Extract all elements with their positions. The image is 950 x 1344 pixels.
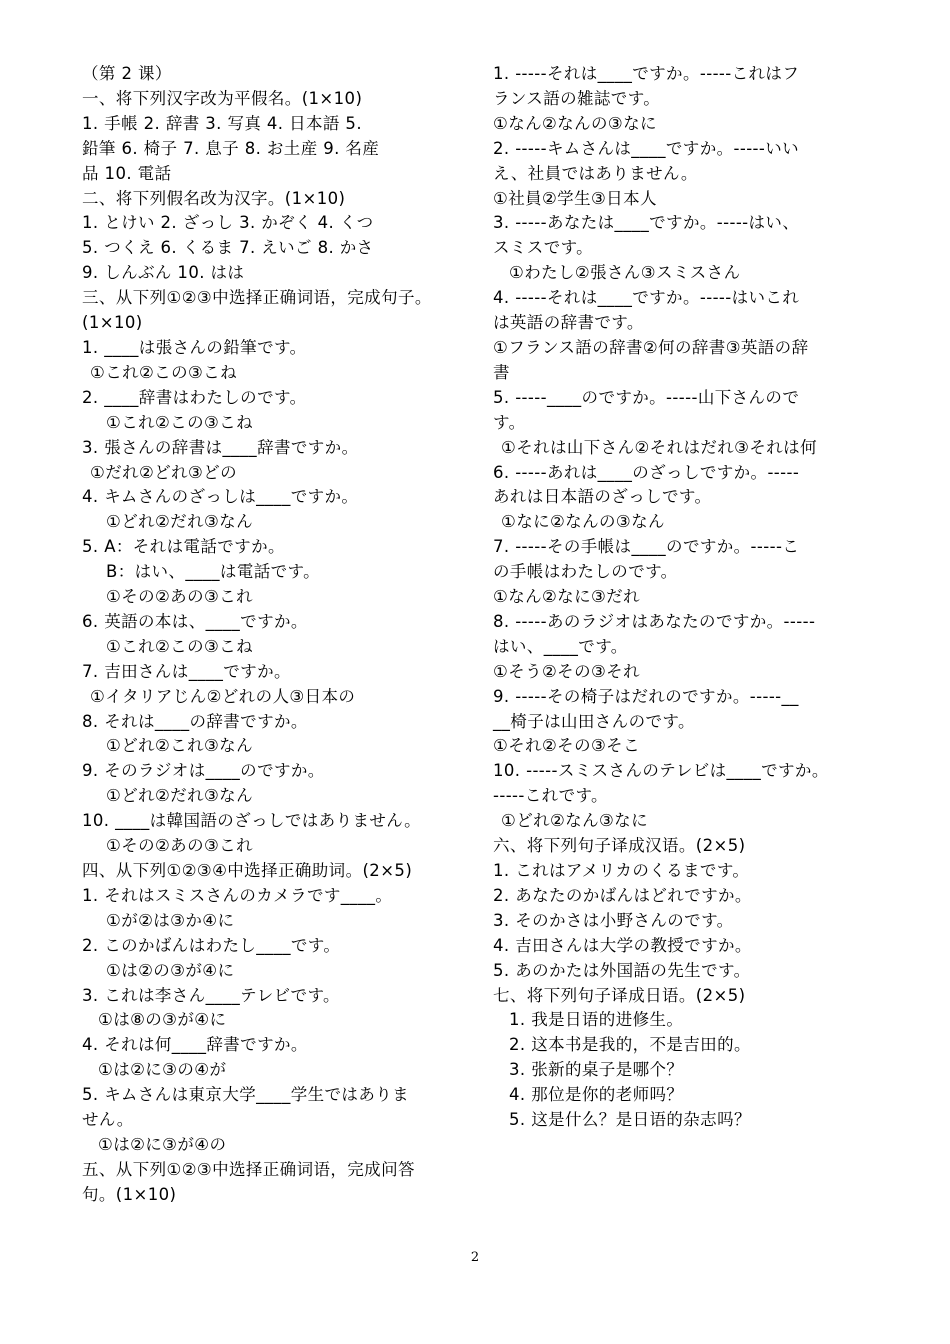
right-line: 3. そのかさは小野さんのです。 (493, 910, 734, 930)
left-line: 3. 張さんの辞書は____辞書ですか。 (82, 437, 359, 457)
right-line: は英語の辞書です。 (493, 313, 644, 333)
right-line: 8. -----あのラジオはあなたのですか。----- (493, 611, 816, 631)
left-line: ①が②は③か④に (106, 910, 235, 930)
left-line: 4. それは何____辞書ですか。 (82, 1035, 308, 1055)
left-line: 9. そのラジオは____のですか。 (82, 761, 325, 781)
left-line: 7. 吉田さんは____ですか。 (82, 661, 291, 681)
right-column (493, 62, 878, 1133)
right-line: ①どれ②なん③なに (501, 811, 648, 831)
left-line: ①どれ②これ③なん (106, 736, 253, 756)
left-line: 句。(1×10) (82, 1184, 177, 1204)
right-line: ランス語の雑誌です。 (493, 88, 661, 108)
left-line: ①これ②この③こね (90, 362, 237, 382)
left-line: 5. つくえ 6. くるま 7. えいご 8. かさ (82, 238, 374, 258)
left-line: 4. キムさんのざっしは____ですか。 (82, 487, 359, 507)
left-line: 2. このかばんはわたし____です。 (82, 935, 341, 955)
left-line: 2. ____辞書はわたしのです。 (82, 387, 307, 407)
left-line: ①イタリアじん②どれの人③日本の (90, 686, 356, 706)
right-line: 4. 那位是你的老师吗？ (509, 1085, 684, 1105)
left-line: ①これ②この③こね (106, 636, 253, 656)
left-line: ①どれ②だれ③なん (106, 786, 253, 806)
right-line: あれは日本語のざっしです。 (493, 487, 712, 507)
right-line: 1. 我是日语的进修生。 (509, 1010, 684, 1030)
right-line: 2. 这本书是我的，不是吉田的。 (509, 1035, 751, 1055)
right-line: 1. これはアメリカのくるまです。 (493, 861, 750, 880)
left-line: 3. これは李さん____テレビです。 (82, 985, 340, 1005)
left-line: 品 10. 電話 (82, 163, 172, 183)
right-line: 2. -----キムさんは____ですか。-----いい (493, 138, 800, 158)
left-line: 1. とけい 2. ざっし 3. かぞく 4. くつ (82, 213, 374, 233)
right-line: ①なん②なんの③なに (493, 113, 657, 133)
right-line: 1. -----それは____ですか。-----これはフ (493, 64, 800, 83)
right-line: 10. -----スミスさんのテレビは____ですか。 (493, 761, 829, 781)
right-line: ①それは山下さん②それはだれ③それは何 (501, 437, 817, 457)
left-line: 9. しんぶん 10. はは (82, 263, 245, 283)
right-line: ①そう②その③それ (493, 661, 640, 681)
left-line: ①その②あの③これ (106, 587, 253, 607)
left-line: （第 2 课） (82, 64, 172, 83)
left-line: 四、从下列①②③④中选择正确助词。(2×5) (82, 861, 413, 880)
right-line: す。 (493, 412, 526, 432)
right-line: 7. -----その手帳は____のですか。-----こ (493, 537, 800, 557)
left-line: 10. ____は韓国語のざっしではありません。 (82, 811, 422, 831)
right-line: 書 (493, 362, 510, 382)
left-line: 1. ____は張さんの鉛筆です。 (82, 337, 307, 357)
left-line: ①は②に③が④の (98, 1134, 227, 1154)
left-line: せん。 (82, 1110, 134, 1130)
right-line: 5. -----____のですか。-----山下さんので (493, 387, 800, 407)
right-line: ①それ②その③そこ (493, 736, 640, 756)
right-line: 2. あなたのかばんはどれですか。 (493, 885, 752, 905)
right-line: 9. -----その椅子はだれのですか。-----__ (493, 686, 799, 706)
left-line: ①その②あの③これ (106, 836, 253, 856)
left-line: ①だれ②どれ③どの (90, 462, 237, 482)
left-line: B：はい、____は電話です。 (106, 562, 320, 582)
left-line: ①は⑧の③が④に (98, 1010, 227, 1030)
right-line: 4. -----それは____ですか。-----はいこれ (493, 288, 800, 308)
right-line: 4. 吉田さんは大学の教授ですか。 (493, 935, 752, 955)
right-line: ①わたし②張さん③スミスさん (509, 263, 741, 283)
right-line: 3. -----あなたは____ですか。-----はい、 (493, 213, 800, 233)
left-line: 1. 手帳 2. 辞書 3. 写真 4. 日本語 5. (82, 113, 362, 133)
left-line: (1×10) (82, 313, 143, 333)
left-line: ①どれ②だれ③なん (106, 512, 253, 532)
left-line: 三、从下列①②③中选择正确词语，完成句子。 (82, 288, 432, 308)
left-line: 8. それは____の辞書ですか。 (82, 711, 308, 731)
left-line: 五、从下列①②③中选择正确词语，完成问答 (82, 1159, 415, 1179)
left-line: 鉛筆 6. 椅子 7. 息子 8. お土産 9. 名産 (82, 138, 380, 158)
left-line: ①これ②この③こね (106, 412, 253, 432)
right-line: 六、将下列句子译成汉语。(2×5) (493, 836, 746, 856)
right-line: ①なに②なんの③なん (501, 512, 665, 532)
right-line: ①フランス語の辞書②何の辞書③英語の辞 (493, 337, 809, 357)
right-line: スミスです。 (493, 238, 594, 258)
left-line: 5. キムさんは東京大学____学生ではありま (82, 1085, 410, 1105)
left-line: 1. それはスミスさんのカメラです____。 (82, 885, 393, 905)
left-line: ①は②の③が④に (106, 960, 235, 980)
right-line: の手帳はわたしのです。 (493, 562, 678, 582)
left-column (82, 62, 472, 1208)
page-number: 2 (470, 1250, 480, 1265)
right-line: 5. あのかたは外国語の先生です。 (493, 960, 751, 980)
right-line: 七、将下列句子译成日语。(2×5) (493, 985, 746, 1005)
right-line: はい、____です。 (493, 636, 628, 656)
right-line: ①社員②学生③日本人 (493, 188, 657, 208)
right-line: 5. 这是什么？是日语的杂志吗？ (509, 1110, 751, 1130)
right-line: 3. 张新的桌子是哪个？ (509, 1060, 684, 1080)
right-line: え、社員ではありません。 (493, 163, 698, 183)
left-line: ①は②に③の④が (98, 1060, 227, 1080)
left-line: 6. 英語の本は、____ですか。 (82, 611, 308, 631)
right-line: ①なん②なに③だれ (493, 587, 640, 607)
left-line: 二、将下列假名改为汉字。(1×10) (82, 188, 346, 208)
left-line: 5. A：それは電話ですか。 (82, 537, 285, 557)
left-line: 一、将下列汉字改为平假名。(1×10) (82, 88, 363, 108)
right-line: 6. -----あれは____のざっしですか。----- (493, 462, 800, 482)
right-line: -----これです。 (493, 786, 608, 806)
right-line: __椅子は山田さんのです。 (493, 711, 695, 731)
